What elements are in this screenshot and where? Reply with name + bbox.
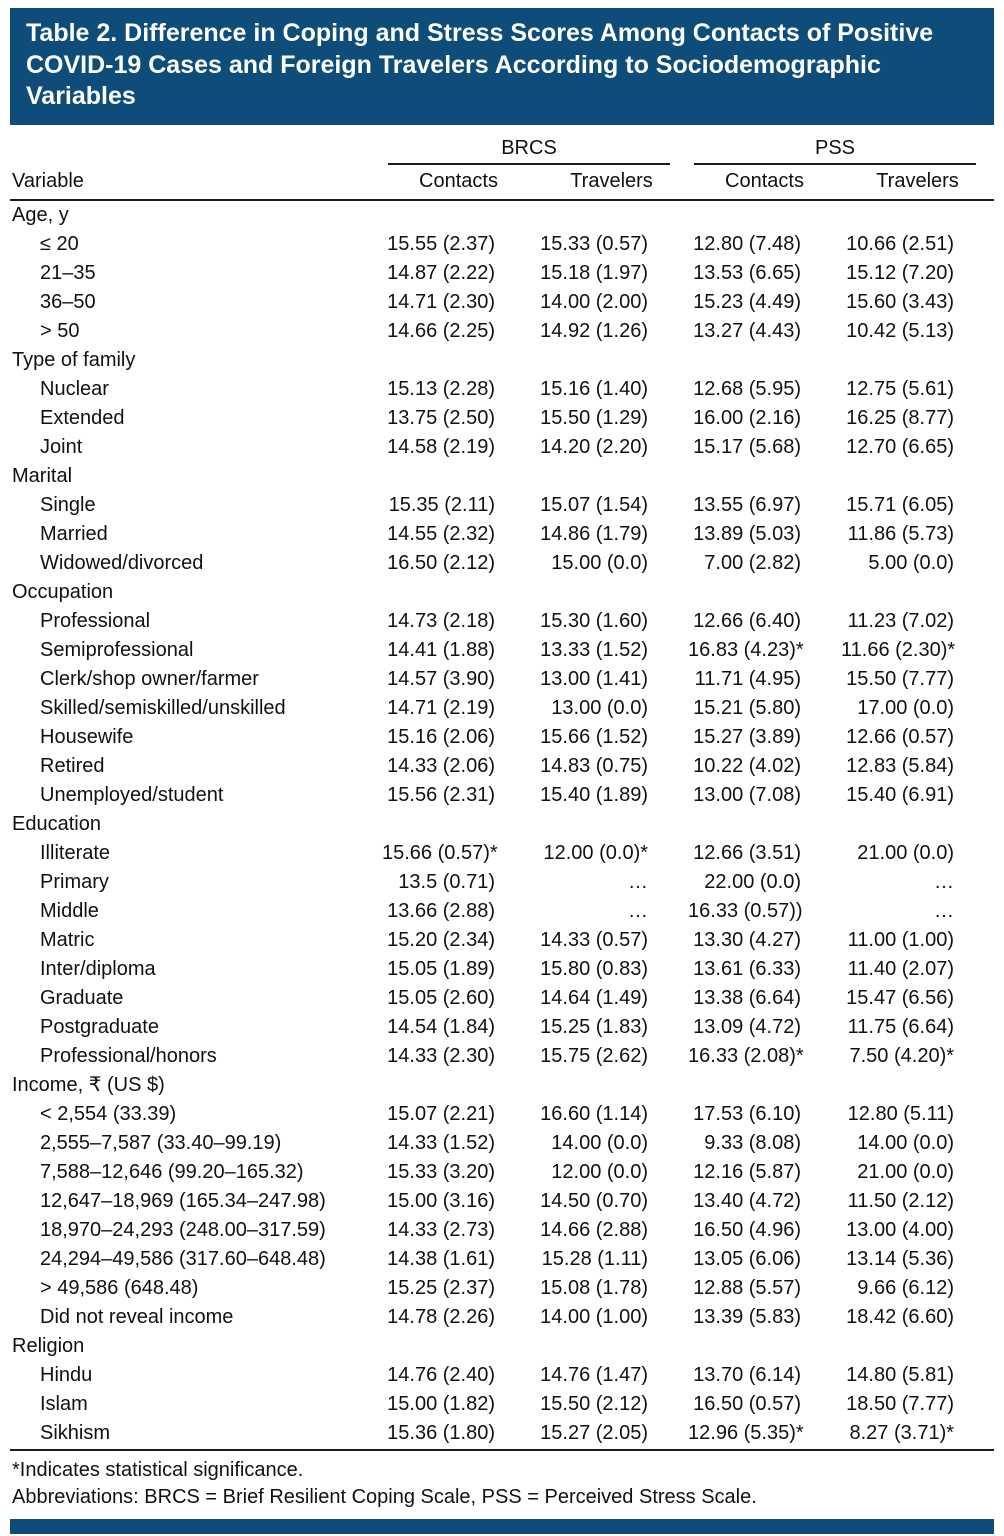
value-cell: 11.40 (2.07) xyxy=(847,957,955,980)
section-label: Type of family xyxy=(12,348,136,371)
value-cell: 15.66 (0.57)* xyxy=(382,841,498,864)
value-cell: 15.12 (7.20) xyxy=(846,261,955,284)
row-label: > 49,586 (648.48) xyxy=(40,1276,199,1299)
row-label: > 50 xyxy=(40,319,80,342)
value-cell: 15.55 (2.37) xyxy=(387,232,495,255)
value-cell: 14.66 (2.25) xyxy=(387,319,495,342)
value-cell: 13.89 (5.03) xyxy=(693,522,802,545)
section-row xyxy=(10,578,994,607)
value-cell: 10.66 (2.51) xyxy=(846,232,955,255)
value-cell: 11.66 (2.30)* xyxy=(841,638,956,661)
table-row xyxy=(10,259,994,288)
row-label: ≤ 20 xyxy=(40,232,79,255)
value-cell: 21.00 (0.0) xyxy=(857,841,955,864)
value-cell: … xyxy=(628,899,649,922)
value-cell: 12.88 (5.57) xyxy=(693,1276,802,1299)
value-cell: 14.33 (2.06) xyxy=(387,754,495,777)
value-cell: 14.33 (2.30) xyxy=(387,1044,495,1067)
section-row xyxy=(10,1071,994,1100)
value-cell: 18.42 (6.60) xyxy=(846,1305,955,1328)
table-row xyxy=(10,1100,994,1129)
value-cell: 15.33 (3.20) xyxy=(387,1160,495,1183)
value-cell: 15.21 (5.80) xyxy=(693,696,802,719)
value-cell: 14.00 (2.00) xyxy=(540,290,649,313)
value-cell: 11.50 (2.12) xyxy=(847,1189,955,1212)
table-row xyxy=(10,636,994,665)
row-label: Sikhism xyxy=(40,1421,111,1444)
value-cell: 15.40 (1.89) xyxy=(540,783,649,806)
value-cell: 15.50 (7.77) xyxy=(846,667,955,690)
row-label: Retired xyxy=(40,754,105,777)
column-header-brcs-travelers: Travelers xyxy=(535,165,688,200)
value-cell: 14.66 (2.88) xyxy=(540,1218,649,1241)
value-cell: 15.50 (1.29) xyxy=(540,406,649,429)
value-cell: 12.75 (5.61) xyxy=(846,377,955,400)
value-cell: 14.71 (2.30) xyxy=(387,290,495,313)
value-cell: 15.00 (3.16) xyxy=(387,1189,495,1212)
value-cell: 13.40 (4.72) xyxy=(693,1189,802,1212)
value-cell: 7.00 (2.82) xyxy=(704,551,802,574)
value-cell: 13.38 (6.64) xyxy=(693,986,802,1009)
value-cell: 15.56 (2.31) xyxy=(387,783,495,806)
value-cell: 14.58 (2.19) xyxy=(387,435,495,458)
value-cell: 13.61 (6.33) xyxy=(693,957,802,980)
value-cell: 11.71 (4.95) xyxy=(694,667,802,690)
value-cell: 12.70 (6.65) xyxy=(846,435,955,458)
row-label: < 2,554 (33.39) xyxy=(40,1102,177,1125)
row-label: Unemployed/student xyxy=(40,783,224,806)
table-row xyxy=(10,1390,994,1419)
table-row xyxy=(10,984,994,1013)
value-cell: 15.60 (3.43) xyxy=(846,290,955,313)
row-label: 36–50 xyxy=(40,290,96,313)
value-cell: 15.71 (6.05) xyxy=(846,493,955,516)
table-row xyxy=(10,781,994,810)
value-cell: 22.00 (0.0) xyxy=(704,870,802,893)
value-cell: 15.66 (1.52) xyxy=(540,725,649,748)
value-cell: 11.86 (5.73) xyxy=(847,522,955,545)
value-cell: 15.47 (6.56) xyxy=(846,986,955,1009)
table-row xyxy=(10,1361,994,1390)
table-row xyxy=(10,694,994,723)
value-cell: 12.16 (5.87) xyxy=(693,1160,802,1183)
value-cell: 15.50 (2.12) xyxy=(540,1392,649,1415)
value-cell: 13.27 (4.43) xyxy=(693,319,802,342)
section-row xyxy=(10,346,994,375)
value-cell: 14.50 (0.70) xyxy=(540,1189,649,1212)
table-row xyxy=(10,491,994,520)
value-cell: 14.86 (1.79) xyxy=(540,522,649,545)
section-row xyxy=(10,810,994,839)
value-cell: 14.55 (2.32) xyxy=(387,522,495,545)
section-row xyxy=(10,462,994,491)
value-cell: 15.25 (2.37) xyxy=(387,1276,495,1299)
value-cell: 16.00 (2.16) xyxy=(693,406,802,429)
value-cell: 9.66 (6.12) xyxy=(857,1276,955,1299)
row-label: 21–35 xyxy=(40,261,96,284)
value-cell: 15.25 (1.83) xyxy=(540,1015,649,1038)
value-cell: 12.66 (6.40) xyxy=(693,609,802,632)
value-cell: 14.33 (1.52) xyxy=(387,1131,495,1154)
row-label: Joint xyxy=(40,435,83,458)
column-header-row xyxy=(10,165,994,200)
value-cell: 16.50 (0.57) xyxy=(693,1392,802,1415)
value-cell: 16.33 (0.57)) xyxy=(688,899,803,922)
value-cell: 15.20 (2.34) xyxy=(387,928,495,951)
group-header-pss xyxy=(688,135,994,165)
value-cell: 14.00 (1.00) xyxy=(540,1305,649,1328)
row-label: Extended xyxy=(40,406,125,429)
row-label: Primary xyxy=(40,870,109,893)
table-row xyxy=(10,1158,994,1187)
value-cell: 16.25 (8.77) xyxy=(846,406,955,429)
row-label: 7,588–12,646 (99.20–165.32) xyxy=(40,1160,304,1183)
section-label: Occupation xyxy=(12,580,114,603)
value-cell: 17.53 (6.10) xyxy=(693,1102,802,1125)
section-row xyxy=(10,200,994,230)
value-cell: 15.35 (2.11) xyxy=(388,493,495,516)
footnote-significance: *Indicates statistical significance. xyxy=(12,1458,304,1481)
value-cell: 14.64 (1.49) xyxy=(540,986,649,1009)
value-cell: 11.75 (6.64) xyxy=(847,1015,955,1038)
row-label: Did not reveal income xyxy=(40,1305,234,1328)
value-cell: 14.92 (1.26) xyxy=(540,319,649,342)
value-cell: 15.16 (2.06) xyxy=(387,725,495,748)
table-row xyxy=(10,549,994,578)
value-cell: 15.18 (1.97) xyxy=(540,261,649,284)
table-row xyxy=(10,868,994,897)
value-cell: 13.33 (1.52) xyxy=(540,638,649,661)
table-header xyxy=(10,135,994,200)
value-cell: 14.73 (2.18) xyxy=(387,609,495,632)
section-label: Age, y xyxy=(12,203,69,226)
value-cell: 15.16 (1.40) xyxy=(540,377,649,400)
row-label: Skilled/semiskilled/unskilled xyxy=(40,696,286,719)
value-cell: 12.80 (5.11) xyxy=(847,1102,955,1125)
table-row xyxy=(10,230,994,259)
group-header-pss-label: PSS xyxy=(694,135,976,165)
row-label: Middle xyxy=(40,899,99,922)
value-cell: 14.57 (3.90) xyxy=(387,667,495,690)
table-row xyxy=(10,317,994,346)
value-cell: 16.83 (4.23)* xyxy=(688,638,804,661)
footnotes xyxy=(10,1449,994,1519)
table-row xyxy=(10,839,994,868)
table-row xyxy=(10,1013,994,1042)
row-label: Single xyxy=(40,493,96,516)
value-cell: 13.66 (2.88) xyxy=(387,899,495,922)
table-row xyxy=(10,1042,994,1071)
table-row xyxy=(10,723,994,752)
value-cell: 10.22 (4.02) xyxy=(693,754,802,777)
group-header-brcs-label: BRCS xyxy=(388,135,670,165)
value-cell: 13.00 (0.0) xyxy=(551,696,649,719)
value-cell: 12.00 (0.0)* xyxy=(543,841,649,864)
row-label: 18,970–24,293 (248.00–317.59) xyxy=(40,1218,326,1241)
empty-header-cell xyxy=(10,135,382,165)
section-label: Education xyxy=(12,812,101,835)
value-cell: 13.05 (6.06) xyxy=(693,1247,802,1270)
value-cell: 11.00 (1.00) xyxy=(847,928,955,951)
title-banner xyxy=(10,8,994,125)
row-label: Semiprofessional xyxy=(40,638,194,661)
value-cell: 12.96 (5.35)* xyxy=(688,1421,804,1444)
row-label: Married xyxy=(40,522,108,545)
value-cell: 14.76 (2.40) xyxy=(387,1363,495,1386)
value-cell: 10.42 (5.13) xyxy=(846,319,955,342)
table-row xyxy=(10,1274,994,1303)
value-cell: 16.50 (4.96) xyxy=(693,1218,802,1241)
table-row xyxy=(10,752,994,781)
row-label: Professional/honors xyxy=(40,1044,217,1067)
value-cell: 14.00 (0.0) xyxy=(857,1131,955,1154)
value-cell: 17.00 (0.0) xyxy=(857,696,955,719)
value-cell: 12.66 (0.57) xyxy=(846,725,955,748)
section-label: Marital xyxy=(12,464,73,487)
column-header-brcs-contacts: Contacts xyxy=(382,165,535,200)
value-cell: 15.33 (0.57) xyxy=(540,232,649,255)
value-cell: 15.08 (1.78) xyxy=(540,1276,649,1299)
row-label: Illiterate xyxy=(40,841,111,864)
row-label: Postgraduate xyxy=(40,1015,159,1038)
value-cell: 16.60 (1.14) xyxy=(540,1102,649,1125)
row-label: Islam xyxy=(40,1392,88,1415)
value-cell: 13.14 (5.36) xyxy=(846,1247,955,1270)
table-title: Table 2. Difference in Coping and Stress Scores Among Contacts of Positive COVID-19 Cases and Foreign Travelers According to Sociodemographic Variables xyxy=(26,19,934,110)
row-label: Matric xyxy=(40,928,95,951)
value-cell: 15.28 (1.11) xyxy=(541,1247,649,1270)
row-label: Nuclear xyxy=(40,377,109,400)
value-cell: 15.80 (0.83) xyxy=(540,957,649,980)
value-cell: 15.40 (6.91) xyxy=(846,783,955,806)
value-cell: 9.33 (8.08) xyxy=(704,1131,802,1154)
data-table xyxy=(10,135,994,1448)
table-row xyxy=(10,1419,994,1448)
value-cell: 18.50 (7.77) xyxy=(846,1392,955,1415)
value-cell: 13.70 (6.14) xyxy=(693,1363,802,1386)
value-cell: 13.53 (6.65) xyxy=(693,261,802,284)
table-row xyxy=(10,665,994,694)
value-cell: 13.39 (5.83) xyxy=(693,1305,802,1328)
value-cell: 13.75 (2.50) xyxy=(387,406,495,429)
value-cell: 13.00 (4.00) xyxy=(846,1218,955,1241)
table-row xyxy=(10,1216,994,1245)
value-cell: 13.55 (6.97) xyxy=(693,493,802,516)
value-cell: 15.17 (5.68) xyxy=(693,435,802,458)
value-cell: 15.05 (2.60) xyxy=(387,986,495,1009)
value-cell: … xyxy=(934,870,955,893)
column-header-pss-travelers: Travelers xyxy=(841,165,994,200)
value-cell: 16.33 (2.08)* xyxy=(688,1044,804,1067)
value-cell: 15.27 (2.05) xyxy=(540,1421,649,1444)
value-cell: 14.76 (1.47) xyxy=(540,1363,649,1386)
value-cell: 14.41 (1.88) xyxy=(387,638,495,661)
value-cell: 13.30 (4.27) xyxy=(693,928,802,951)
table-row xyxy=(10,926,994,955)
value-cell: 14.71 (2.19) xyxy=(387,696,495,719)
value-cell: 14.20 (2.20) xyxy=(540,435,649,458)
table-row xyxy=(10,520,994,549)
value-cell: 12.68 (5.95) xyxy=(693,377,802,400)
value-cell: 15.00 (0.0) xyxy=(551,551,649,574)
column-header-variable: Variable xyxy=(10,165,382,200)
table-row xyxy=(10,955,994,984)
value-cell: 16.50 (2.12) xyxy=(387,551,495,574)
value-cell: 11.23 (7.02) xyxy=(847,609,955,632)
value-cell: … xyxy=(934,899,955,922)
row-label: Inter/diploma xyxy=(40,957,156,980)
value-cell: 14.83 (0.75) xyxy=(540,754,649,777)
value-cell: 13.00 (1.41) xyxy=(540,667,649,690)
row-label: Housewife xyxy=(40,725,134,748)
value-cell: 14.38 (1.61) xyxy=(387,1247,495,1270)
bottom-bar xyxy=(10,1519,994,1535)
value-cell: 15.75 (2.62) xyxy=(540,1044,649,1067)
value-cell: 15.36 (1.80) xyxy=(387,1421,495,1444)
value-cell: 13.5 (0.71) xyxy=(398,870,495,893)
table-row xyxy=(10,1129,994,1158)
section-label: Religion xyxy=(12,1334,85,1357)
value-cell: 15.23 (4.49) xyxy=(693,290,802,313)
value-cell: 14.78 (2.26) xyxy=(387,1305,495,1328)
section-label: Income, ₹ (US $) xyxy=(12,1073,165,1096)
table-row xyxy=(10,404,994,433)
value-cell: 15.30 (1.60) xyxy=(540,609,649,632)
table-row xyxy=(10,1245,994,1274)
row-label: Hindu xyxy=(40,1363,93,1386)
value-cell: 15.05 (1.89) xyxy=(387,957,495,980)
row-label: 12,647–18,969 (165.34–247.98) xyxy=(40,1189,326,1212)
value-cell: 5.00 (0.0) xyxy=(868,551,955,574)
row-label: Professional xyxy=(40,609,151,632)
value-cell: 12.80 (7.48) xyxy=(693,232,802,255)
value-cell: 13.00 (7.08) xyxy=(693,783,802,806)
value-cell: 21.00 (0.0) xyxy=(857,1160,955,1183)
value-cell: … xyxy=(628,870,649,893)
table-row xyxy=(10,897,994,926)
value-cell: 14.87 (2.22) xyxy=(387,261,495,284)
column-header-pss-contacts: Contacts xyxy=(688,165,841,200)
value-cell: 14.00 (0.0) xyxy=(551,1131,649,1154)
row-label: 2,555–7,587 (33.40–99.19) xyxy=(40,1131,282,1154)
value-cell: 13.09 (4.72) xyxy=(693,1015,802,1038)
value-cell: 14.33 (0.57) xyxy=(540,928,649,951)
row-label: Widowed/divorced xyxy=(40,551,204,574)
value-cell: 14.80 (5.81) xyxy=(846,1363,955,1386)
value-cell: 14.54 (1.84) xyxy=(387,1015,495,1038)
table-row xyxy=(10,288,994,317)
value-cell: 7.50 (4.20)* xyxy=(849,1044,955,1067)
value-cell: 12.83 (5.84) xyxy=(846,754,955,777)
value-cell: 12.66 (3.51) xyxy=(693,841,802,864)
table-row xyxy=(10,1303,994,1332)
value-cell: 14.33 (2.73) xyxy=(387,1218,495,1241)
footnote-abbreviations: Abbreviations: BRCS = Brief Resilient Coping Scale, PSS = Perceived Stress Scale. xyxy=(12,1485,757,1508)
table-row xyxy=(10,433,994,462)
row-label: Graduate xyxy=(40,986,124,1009)
row-label: 24,294–49,586 (317.60–648.48) xyxy=(40,1247,326,1270)
value-cell: 15.00 (1.82) xyxy=(387,1392,495,1415)
value-cell: 15.07 (2.21) xyxy=(387,1102,495,1125)
value-cell: 15.13 (2.28) xyxy=(387,377,495,400)
group-header-brcs xyxy=(382,135,688,165)
value-cell: 15.27 (3.89) xyxy=(693,725,802,748)
value-cell: 8.27 (3.71)* xyxy=(849,1421,955,1444)
table-row xyxy=(10,1187,994,1216)
row-label: Clerk/shop owner/farmer xyxy=(40,667,259,690)
value-cell: 15.07 (1.54) xyxy=(540,493,649,516)
group-header-row xyxy=(10,135,994,165)
table-body xyxy=(10,200,994,1448)
value-cell: 12.00 (0.0) xyxy=(551,1160,649,1183)
table-row xyxy=(10,607,994,636)
table-row xyxy=(10,375,994,404)
section-row xyxy=(10,1332,994,1361)
